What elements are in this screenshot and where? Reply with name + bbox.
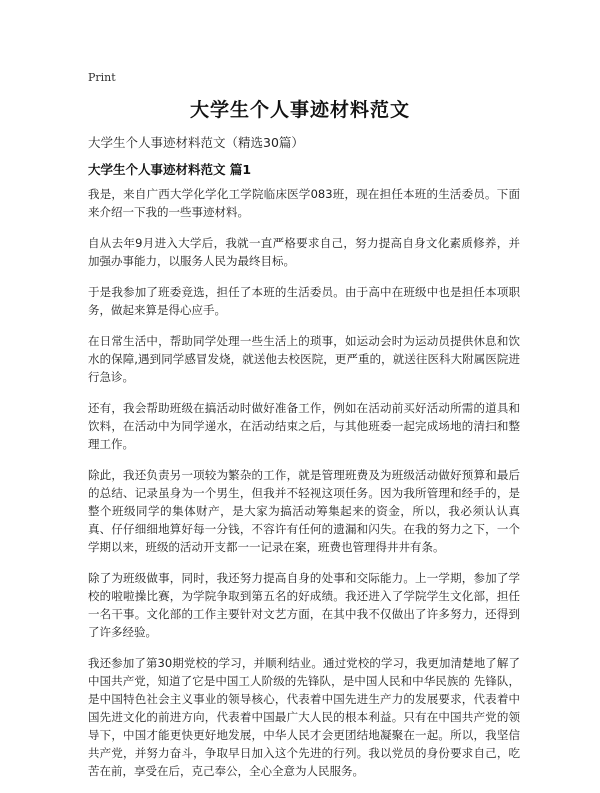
paragraph-1: 我是，来自广西大学化学化工学院临床医学083班，现在担任本班的生活委员。下面来介绍一下我的一些事迹材料。 xyxy=(88,187,520,219)
paragraph-5: 还有，我会帮助班级在搞活动时做好准备工作，例如在活动前买好活动所需的道具和饮料，在活动中为同学递水，在活动结束之后，与其他班委一起完成场地的清扫和整理工作。 xyxy=(88,401,520,451)
document-title: 大学生个人事迹材料范文 xyxy=(189,99,410,121)
paragraph-2: 自从去年9月进入大学后，我就一直严格要求自己，努力提高自身文化素质修养，并加强办事能力，以服务人民为最终目标。 xyxy=(88,236,520,268)
paragraph-6: 除此，我还负责另一项较为繁杂的工作，就是管理班费及为班级活动做好预算和最后的总结、记录虽身为一个男生，但我并不轻视这项任务。因为我所管理和经手的，是整个班级同学的集体财产，是大家为搞活动筹集起来的资金，所以，我必须认认真真、仔仔细细地算好每一分钱，不容许有任何的遗漏和闪失。在我的努力之下，一个学期以来，班级的活动开支都一一记录在案，班费也管理得井井有条。 xyxy=(88,468,520,554)
section-heading: 大学生个人事迹材料范文 篇1 xyxy=(88,162,252,177)
document-body xyxy=(88,185,520,793)
paragraph-8: 我还参加了第30期党校的学习，并顺利结业。通过党校的学习，我更加清楚地了解了中国共产党，知道了它是中国工人阶级的先锋队，是中国人民和中华民族的 先锋队，是中国特色社会主义事业的领导核心，代表着中国先进生产力的发展要求，代表着中国先进文化的前进方向，代表着中国最广大人民的根本利益。只有在中国共产党的领导下，中国才能更快更好地发展，中华人民才会更团结地凝聚在一起。所以，我坚信共产党，并努力奋斗，争取早日加入这个先进的行列。我以党员的身份要求自己，吃苦在前，享受在后，克己奉公，全心全意为人民服务。 xyxy=(88,656,520,778)
print-label: Print xyxy=(88,71,116,84)
document-subtitle: 大学生个人事迹材料范文（精选30篇） xyxy=(88,135,304,150)
paragraph-7: 除了为班级做事，同时，我还努力提高自身的处事和交际能力。上一学期，参加了学校的啦啦操比赛，为学院争取到第五名的好成绩。我还进入了学院学生文化部，担任一名干事。文化部的工作主要针对文艺方面，在其中我不仅做出了许多努力，还得到了许多经验。 xyxy=(88,571,520,639)
paragraph-4: 在日常生活中，帮助同学处理一些生活上的琐事，如运动会时为运动员提供休息和饮水的保障,遇到同学感冒发烧，就送他去校医院，更严重的，就送往医科大附属医院进行急诊。 xyxy=(88,334,520,384)
paragraph-3: 于是我参加了班委竞选，担任了本班的生活委员。由于高中在班级中也是担任本项职务，做起来算是得心应手。 xyxy=(88,285,520,317)
